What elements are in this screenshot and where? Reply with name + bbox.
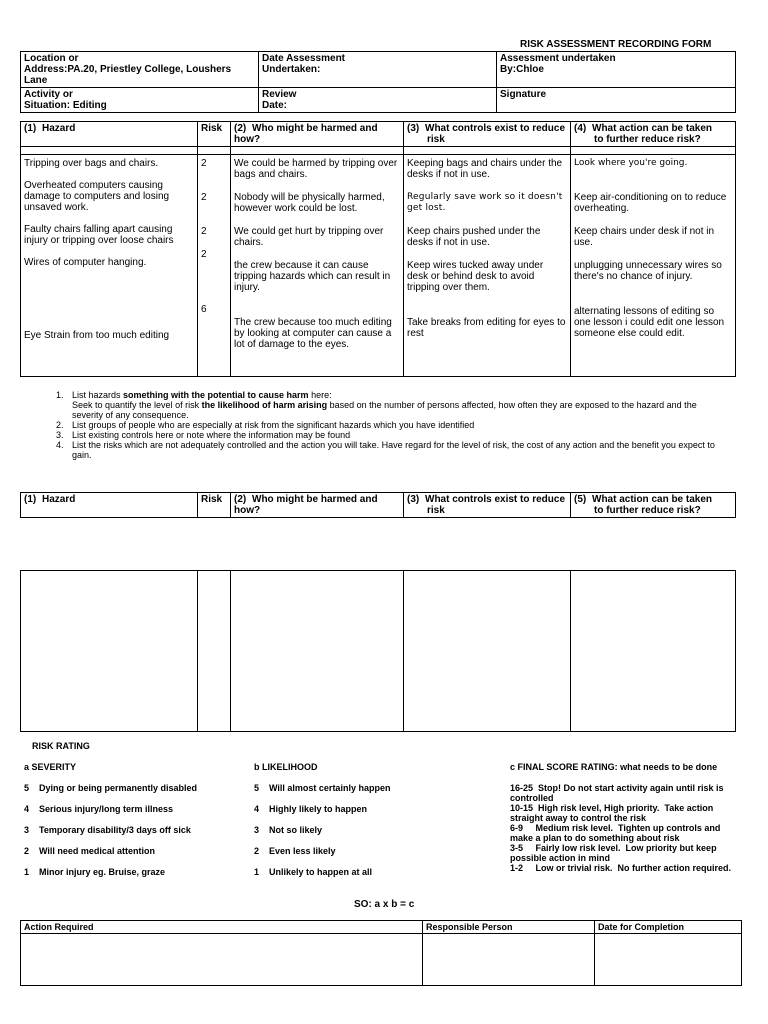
likelihood-row [254, 804, 474, 814]
risk-value: 2 [201, 226, 207, 237]
hazard-header-num: (1) [24, 123, 37, 134]
risk-value: 2 [201, 158, 207, 169]
likelihood-number: 1 [254, 867, 260, 877]
responsible-person-cell[interactable] [423, 934, 595, 986]
header-table [20, 51, 736, 113]
final-score-column [510, 762, 735, 873]
who-item: Nobody will be physically harmed, however work could be lost. [234, 192, 385, 214]
severity-row [24, 804, 239, 814]
note-text: List the risks which are not adequately controlled and the action you will take. Have regard for the level of risk, the cost of any action and the benefit you expect to gain. [72, 440, 715, 460]
note-text: List groups of people who are especially at risk from the significant hazards which you have identified [72, 420, 475, 430]
hazard-table-1 [20, 121, 736, 377]
note-number: 1. [56, 390, 64, 400]
who-header-label: Who might be harmed and how? [234, 123, 378, 145]
who-header [231, 122, 404, 147]
hazard-header [21, 122, 198, 147]
action-header-label-2: to further reduce risk? [594, 134, 701, 145]
hazard-header-num: (1) [24, 494, 37, 505]
responsible-person-header: Responsible Person [423, 921, 595, 934]
final-score-row: 6-9 Medium risk level. Tighten up controls and make a plan to do something about risk [510, 823, 723, 843]
note-2 [56, 420, 716, 430]
activity-cell [21, 88, 259, 113]
risk-rating-title: RISK RATING [32, 741, 90, 751]
signature-label: Signature [500, 89, 547, 100]
likelihood-text: Will almost certainly happen [269, 783, 391, 793]
spacer-cell [231, 147, 404, 155]
review-label: Review [262, 89, 297, 100]
severity-text: Dying or being permanently disabled [39, 783, 198, 793]
likelihood-title: b LIKELIHOOD [254, 762, 318, 772]
action-header-num: (5) [574, 494, 587, 505]
likelihood-row [254, 846, 474, 856]
review-cell [259, 88, 497, 113]
likelihood-text: Not so likely [269, 825, 323, 835]
location-value: Address:PA.20, Priestley College, Loushers Lane [24, 64, 232, 86]
controls-entry-cell[interactable] [404, 571, 571, 732]
likelihood-number: 2 [254, 846, 260, 856]
controls-item: Keeping bags and chairs under the desks if not in use. [407, 158, 563, 180]
spacer-cell [21, 147, 198, 155]
likelihood-text: Highly likely to happen [269, 804, 368, 814]
who-header-num: (2) [234, 494, 247, 505]
assessment-cell [497, 52, 736, 88]
likelihood-number: 5 [254, 783, 260, 793]
likelihood-row [254, 783, 474, 793]
risk-header: Risk [198, 493, 231, 518]
likelihood-number: 4 [254, 804, 260, 814]
action-item: alternating lessons of editing so one lesson i could edit one lesson someone else could edit. [574, 306, 725, 339]
review-date-label: Date: [262, 100, 288, 111]
action-header-label: What action can be taken [592, 494, 713, 505]
who-item: We could get hurt by tripping over chairs. [234, 226, 384, 248]
location-cell [21, 52, 259, 88]
situation-value: Situation: Editing [24, 100, 107, 111]
controls-header-num: (3) [407, 123, 420, 134]
who-cell [231, 155, 404, 377]
note-3 [56, 430, 716, 440]
formula: SO: a x b = c [354, 899, 415, 910]
controls-item: Keep chairs pushed under the desks if not in use. [407, 226, 541, 248]
action-item: unplugging unnecessary wires so there's no chance of injury. [574, 260, 722, 282]
date-assessment-cell [259, 52, 497, 88]
controls-header [404, 122, 571, 147]
who-item: The crew because too much editing by looking at computer can cause a lot of damage to the eyes. [234, 317, 392, 350]
hazard-table-2-body [20, 570, 736, 732]
who-header-num: (2) [234, 123, 247, 134]
controls-header-label-2: risk [427, 134, 445, 145]
severity-number: 4 [24, 804, 30, 814]
controls-item: Regularly save work so it doesn't get lost. [407, 192, 563, 213]
form-title: RISK ASSESSMENT RECORDING FORM [520, 39, 712, 50]
note-number: 2. [56, 420, 64, 430]
severity-row [24, 825, 239, 835]
action-cell [571, 155, 736, 377]
final-score-row: 3-5 Fairly low risk level. Low priority but keep possible action in mind [510, 843, 720, 863]
date-completion-header: Date for Completion [595, 921, 742, 934]
controls-header-label-2: risk [427, 505, 445, 516]
who-header [231, 493, 404, 518]
note-text-bold: something with the potential to cause harm [123, 390, 309, 400]
controls-header-label: What controls exist to reduce [425, 494, 566, 505]
hazard-entry-cell[interactable] [21, 571, 198, 732]
severity-column [24, 762, 239, 877]
hazard-eye: Eye Strain from too much editing [24, 330, 170, 341]
controls-cell [404, 155, 571, 377]
action-required-header: Action Required [21, 921, 423, 934]
assessment-label: Assessment undertaken [500, 53, 616, 64]
location-label: Location or [24, 53, 79, 64]
action-header-label-2: to further reduce risk? [594, 505, 701, 516]
action-header-num: (4) [574, 123, 587, 134]
note-number: 4. [56, 440, 64, 450]
severity-title: a SEVERITY [24, 762, 77, 772]
severity-number: 5 [24, 783, 30, 793]
controls-header [404, 493, 571, 518]
risk-entry-cell[interactable] [198, 571, 231, 732]
hazard-list: Tripping over bags and chairs. Overheated computers causing damage to computers and losing unsaved work. Faulty chairs falling apart causing injury or tripping over loose chairs Wires of computer hanging. [24, 158, 174, 268]
action-header-label: What action can be taken [592, 123, 713, 134]
who-item: We could be harmed by tripping over bags and chairs. [234, 158, 398, 180]
controls-header-label: What controls exist to reduce [425, 123, 566, 134]
date-assessment-label: Date Assessment [262, 53, 346, 64]
controls-header-num: (3) [407, 494, 420, 505]
likelihood-row [254, 825, 474, 835]
who-item: the crew because it can cause tripping hazards which can result in injury. [234, 260, 391, 293]
action-header [571, 493, 736, 518]
risk-cell [198, 155, 231, 377]
risk-header: Risk [198, 122, 231, 147]
final-score-row: 16-25 Stop! Do not start activity again until risk is controlled [510, 783, 727, 803]
severity-text: Serious injury/long term illness [39, 804, 174, 814]
hazard-cell [21, 155, 198, 377]
hazard-header-label: Hazard [42, 494, 76, 505]
risk-value: 2 [201, 249, 207, 260]
likelihood-number: 3 [254, 825, 260, 835]
action-item: Keep chairs under desk if not in use. [574, 226, 715, 248]
severity-number: 3 [24, 825, 30, 835]
note-1 [56, 390, 716, 420]
spacer-cell [571, 147, 736, 155]
note-text: based on the number of persons affected, how often they are exposed to the hazard and the severity of any consequence. [72, 400, 697, 420]
final-score-row: 1-2 Low or trivial risk. No further action required. [510, 863, 732, 873]
who-header-label: Who might be harmed and how? [234, 494, 378, 516]
note-4 [56, 440, 716, 460]
note-text: here: [308, 390, 332, 400]
final-score-title: c FINAL SCORE RATING: what needs to be done [510, 762, 718, 772]
action-item: Look where you're going. [574, 158, 688, 168]
severity-number: 1 [24, 867, 30, 877]
hazard-header-label: Hazard [42, 123, 76, 134]
controls-item: Take breaks from editing for eyes to rest [407, 317, 566, 339]
severity-row [24, 846, 239, 856]
assessment-by: By:Chloe [500, 64, 544, 75]
note-text: Seek to quantify the level of risk [72, 400, 202, 410]
severity-text: Will need medical attention [39, 846, 155, 856]
signature-cell [497, 88, 736, 113]
spacer-cell [404, 147, 571, 155]
likelihood-text: Unlikely to happen at all [269, 867, 373, 877]
note-text-bold: the likelihood of harm arising [201, 400, 328, 410]
risk-value: 2 [201, 192, 207, 203]
severity-row [24, 867, 239, 877]
action-item: Keep air-conditioning on to reduce overheating. [574, 192, 727, 214]
severity-row [24, 783, 239, 793]
date-completion-cell[interactable] [595, 934, 742, 986]
severity-text: Minor injury eg. Bruise, graze [39, 867, 166, 877]
final-score-row: 10-15 High risk level, High priority. Take action straight away to control the risk [510, 803, 716, 823]
instruction-notes [56, 390, 716, 460]
severity-number: 2 [24, 846, 30, 856]
risk-value: 6 [201, 304, 207, 315]
who-entry-cell[interactable] [231, 571, 404, 732]
hazard-table-2-header [20, 492, 736, 518]
spacer-cell [198, 147, 231, 155]
action-table [20, 920, 742, 986]
likelihood-text: Even less likely [269, 846, 336, 856]
action-entry-cell[interactable] [571, 571, 736, 732]
note-text: List hazards [72, 390, 124, 400]
note-number: 3. [56, 430, 64, 440]
activity-label: Activity or [24, 89, 73, 100]
hazard-header [21, 493, 198, 518]
likelihood-row [254, 867, 474, 877]
controls-item: Keep wires tucked away under desk or behind desk to avoid tripping over them. [407, 260, 544, 293]
date-undertaken-label: Undertaken: [262, 64, 321, 75]
likelihood-column [254, 762, 474, 877]
severity-text: Temporary disability/3 days off sick [39, 825, 191, 835]
action-header [571, 122, 736, 147]
action-required-cell[interactable] [21, 934, 423, 986]
note-text: List existing controls here or note where the information may be found [72, 430, 351, 440]
